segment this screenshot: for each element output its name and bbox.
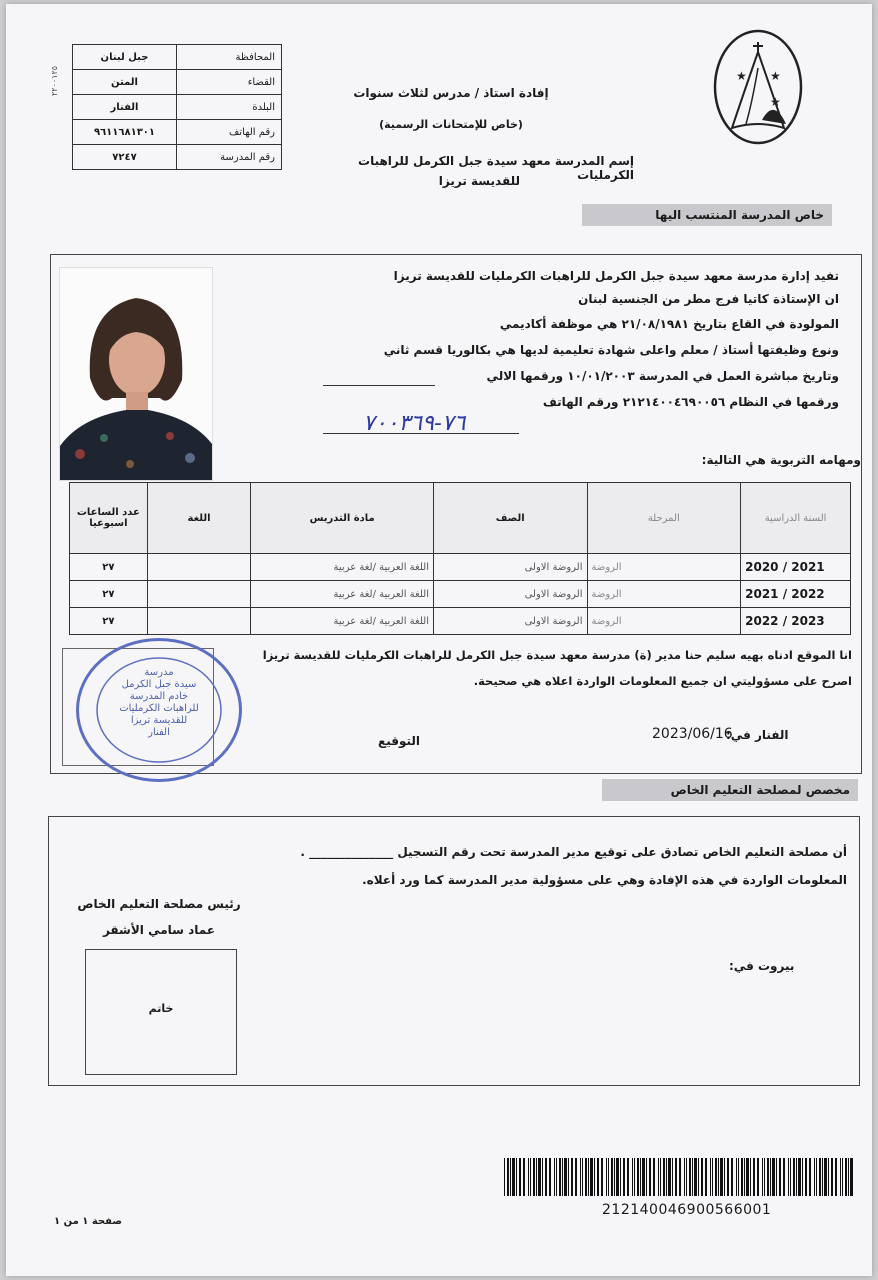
school-name-line1: إسم المدرسة معهد سيدة جبل الكرمل للراهبات الكرمليات: [358, 154, 634, 182]
tasks-heading: ومهامه التربوية هي التالية:: [701, 453, 861, 467]
document-page: [6, 4, 872, 1276]
barcode-icon: [502, 1158, 858, 1196]
school-name-line2: للقديسة تريزا: [438, 174, 520, 188]
header-language: اللغة: [147, 483, 251, 554]
info-row-phone: رقم الهاتف ٩٦١١٦٨١٣٠١: [73, 120, 282, 145]
teacher-photo: [59, 267, 213, 481]
place-label: الفنار في:: [726, 728, 789, 742]
stamp-center-text: مدرسة سيدة جبل الكرمل خادم المدرسة للراهبات الكرمليات للقديسة تريزا الفنار: [119, 667, 199, 738]
endorsement-line-1: أن مصلحة التعليم الخاص تصادق على توقيع مدير المدرسة تحت رقم التسجيل ______________ .: [300, 845, 847, 859]
header-hours: عدد الساعات اسبوعيا: [70, 483, 148, 554]
header-subject: مادة التدريس: [251, 483, 434, 554]
table-row: 2021 / 2022 الروضة الروضة الاولى اللغة العربية /لغة عربية ٢٧: [70, 581, 851, 608]
tasks-header-row: [70, 483, 851, 554]
info-row-district: القضاء المتن: [73, 70, 282, 95]
head-name: عماد سامي الأشقر: [102, 923, 216, 937]
declaration-line-3: المولودة في القاع بتاريخ ٢١/٠٨/١٩٨١ هي موظفة أكاديمي: [499, 317, 839, 331]
auto-number-blank: [323, 385, 435, 386]
header-year: السنة الدراسية: [741, 483, 851, 554]
endorsement-line-2: المعلومات الواردة في هذه الإفادة وهي على مسؤولية مدير المدرسة كما ورد أعلاه.: [362, 873, 847, 887]
declaration-line-1: تفيد إدارة مدرسة معهد سيدة جبل الكرمل للراهبات الكرمليات للقديسة تريزا: [393, 269, 839, 283]
school-logo-icon: [712, 28, 804, 146]
header-stage: المرحلة: [587, 483, 741, 554]
header-class: الصف: [433, 483, 587, 554]
declaration-line-4: ونوع وظيفتها أستاذ / معلم واعلى شهادة تعليمية لديها هي بكالوريا قسم ثاني: [383, 343, 839, 357]
portrait-icon: [60, 268, 212, 480]
page-number: صفحة ١ من ١: [54, 1216, 122, 1227]
beirut-date-label: بيروت في:: [729, 959, 795, 973]
info-row-school-number: رقم المدرسة ٧٢٤٧: [73, 145, 282, 170]
svg-text:★: ★: [736, 69, 747, 83]
school-info-table: [72, 44, 282, 170]
tasks-table: [69, 482, 851, 635]
declaration-date: 2023/06/16: [652, 726, 733, 742]
phone-blank: [323, 433, 519, 434]
svg-text:★: ★: [770, 95, 781, 109]
form-title: إفادة استاذ / مدرس لثلاث سنوات: [353, 86, 549, 100]
margin-code: ٢٢٠٠١٢٥: [50, 65, 59, 96]
signature-label: التوقيع: [378, 734, 420, 748]
barcode-number: 21214004690056600​1: [602, 1202, 772, 1218]
info-row-governorate: المحافظة جبل لبنان: [73, 45, 282, 70]
director-declaration-line-1: انا الموقع ادناه بهيه سليم حنا مدير (ة) مدرسة معهد سيدة جبل الكرمل للراهبات الكرمليات للقديسة تريزا: [262, 648, 852, 662]
stamp-label: خاتم: [148, 1002, 174, 1015]
declaration-line-6: ورقمها في النظام ٢١٢١٤٠٠٤٦٩٠٠٥٦ ورقم الهاتف: [542, 395, 839, 409]
head-title: رئيس مصلحة التعليم الخاص: [77, 897, 241, 911]
declaration-line-2: ان الإستاذة كاتيا فرج مطر من الجنسية لبنان: [578, 292, 839, 306]
svg-text:★: ★: [770, 69, 781, 83]
section-school-title: خاص المدرسة المنتسب اليها: [582, 204, 832, 226]
info-row-town: البلدة الفنار: [73, 95, 282, 120]
form-subtitle: (خاص للإمتحانات الرسمية): [379, 118, 523, 131]
section-private-education-title: مخصص لمصلحة التعليم الخاص: [602, 779, 858, 801]
section-private-education-frame: [48, 816, 860, 1086]
school-stamp: [76, 638, 242, 782]
handwritten-phone: ٧٦-٧٠٠٣٦٩: [363, 411, 466, 436]
table-row: 2022 / 2023 الروضة الروضة الاولى اللغة العربية /لغة عربية ٢٧: [70, 608, 851, 635]
director-declaration-line-2: اصرح على مسؤوليتي ان جميع المعلومات الواردة اعلاه هي صحيحة.: [473, 674, 852, 688]
declaration-line-5: وتاريخ مباشرة العمل في المدرسة ١٠/٠١/٢٠٠٣ ورقمها الالي: [486, 369, 839, 383]
official-stamp-box: [85, 949, 237, 1075]
table-row: 2020 / 2021 الروضة الروضة الاولى اللغة العربية /لغة عربية ٢٧: [70, 554, 851, 581]
